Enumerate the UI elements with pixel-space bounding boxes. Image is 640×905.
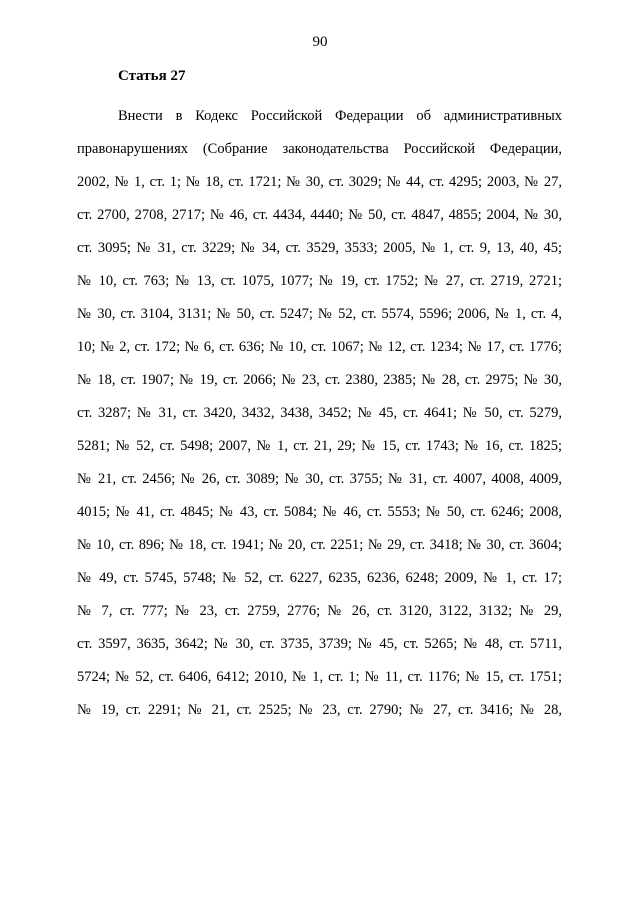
body-line: № 10, ст. 896; № 18, ст. 1941; № 20, ст. 2251; № 29, ст. 3418; № 30, ст. 3604; <box>77 537 562 553</box>
body-line: 5281; № 52, ст. 5498; 2007, № 1, ст. 21, 29; № 15, ст. 1743; № 16, ст. 1825; <box>77 438 562 454</box>
body-line: № 19, ст. 2291; № 21, ст. 2525; № 23, ст. 2790; № 27, ст. 3416; № 28, <box>77 702 562 718</box>
article-body <box>77 101 562 728</box>
body-line: ст. 3095; № 31, ст. 3229; № 34, ст. 3529, 3533; 2005, № 1, ст. 9, 13, 40, 45; <box>77 240 562 256</box>
page-number: 90 <box>312 34 328 50</box>
body-line: ст. 2700, 2708, 2717; № 46, ст. 4434, 4440; № 50, ст. 4847, 4855; 2004, № 30, <box>77 207 562 223</box>
body-line: 5724; № 52, ст. 6406, 6412; 2010, № 1, ст. 1; № 11, ст. 1176; № 15, ст. 1751; <box>77 669 562 685</box>
body-line: № 7, ст. 777; № 23, ст. 2759, 2776; № 26, ст. 3120, 3122, 3132; № 29, <box>77 603 562 619</box>
body-line: 2002, № 1, ст. 1; № 18, ст. 1721; № 30, ст. 3029; № 44, ст. 4295; 2003, № 27, <box>77 174 562 190</box>
body-line: № 18, ст. 1907; № 19, ст. 2066; № 23, ст. 2380, 2385; № 28, ст. 2975; № 30, <box>77 372 562 388</box>
body-line: № 30, ст. 3104, 3131; № 50, ст. 5247; № 52, ст. 5574, 5596; 2006, № 1, ст. 4, <box>77 306 562 322</box>
body-line: правонарушениях (Собрание законодательства Российской Федерации, <box>77 141 562 157</box>
body-line: 10; № 2, ст. 172; № 6, ст. 636; № 10, ст. 1067; № 12, ст. 1234; № 17, ст. 1776; <box>77 339 562 355</box>
body-line: № 21, ст. 2456; № 26, ст. 3089; № 30, ст. 3755; № 31, ст. 4007, 4008, 4009, <box>77 471 562 487</box>
article-heading: Статья 27 <box>118 68 186 84</box>
body-line: ст. 3597, 3635, 3642; № 30, ст. 3735, 3739; № 45, ст. 5265; № 48, ст. 5711, <box>77 636 562 652</box>
body-line: № 10, ст. 763; № 13, ст. 1075, 1077; № 19, ст. 1752; № 27, ст. 2719, 2721; <box>77 273 562 289</box>
body-line: Внести в Кодекс Российской Федерации об административных <box>118 108 562 124</box>
body-line: № 49, ст. 5745, 5748; № 52, ст. 6227, 6235, 6236, 6248; 2009, № 1, ст. 17; <box>77 570 562 586</box>
body-line: 4015; № 41, ст. 4845; № 43, ст. 5084; № 46, ст. 5553; № 50, ст. 6246; 2008, <box>77 504 562 520</box>
body-line: ст. 3287; № 31, ст. 3420, 3432, 3438, 3452; № 45, ст. 4641; № 50, ст. 5279, <box>77 405 562 421</box>
